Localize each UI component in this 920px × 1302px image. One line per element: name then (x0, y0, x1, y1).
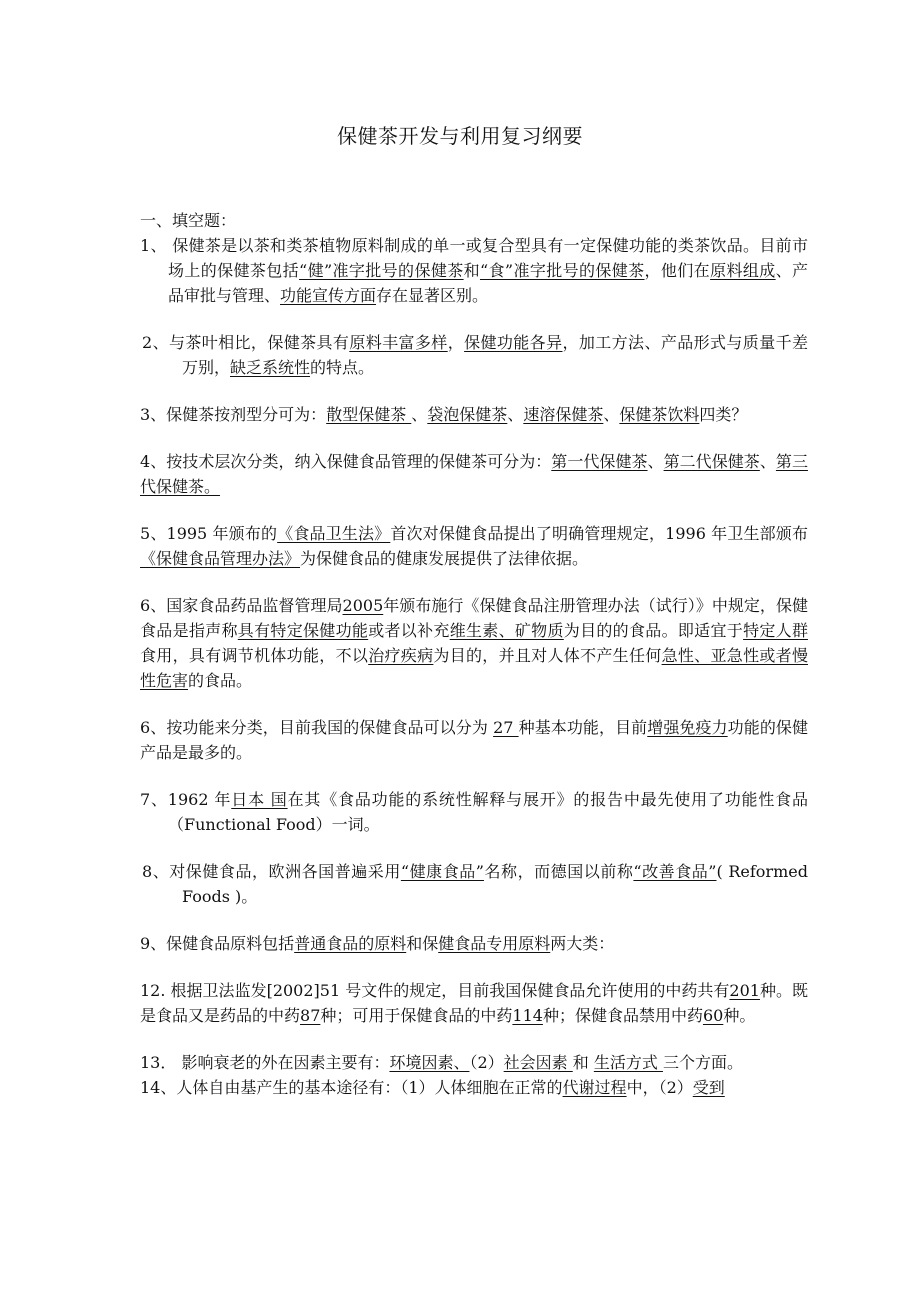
answer: 27 (493, 718, 519, 737)
answer: 《保健食品管理办法》 (140, 549, 301, 568)
answer: 袋泡保健茶 (427, 405, 508, 424)
page-title: 保健茶开发与利用复习纲要 (337, 124, 583, 148)
answer: “健”准字批号的保健茶 (299, 261, 464, 280)
answer: 环境因素、 (389, 1053, 470, 1072)
answer: 速溶保健茶 (523, 405, 604, 424)
answer: 60 (702, 1006, 724, 1025)
answer: 特定人群 (743, 621, 808, 640)
answer: 第二代保健茶 (663, 452, 760, 471)
answer: 87 (300, 1006, 321, 1025)
question-10: 9、保健食品原料包括普通食品的原料和保健食品专用原料两大类： (140, 934, 615, 953)
section-heading: 一、填空题： (140, 211, 237, 230)
answer: 治疗疾病 (368, 646, 434, 665)
answer: 维生素、矿物质 (449, 621, 564, 640)
question-3: 3、保健茶按剂型分可为：散型保健茶 、袋泡保健茶、速溶保健茶、保健茶饮料四类？ (140, 405, 748, 424)
answer: 日本 国 (231, 790, 288, 809)
answer: “食”准字批号的保健茶 (479, 261, 645, 280)
answer: 第一代保健茶 (551, 452, 648, 471)
answer: 缺乏系统性 (230, 358, 311, 377)
question-5: 5、1995 年颁布的《食品卫生法》首次对保健食品提出了明确管理规定，1996 年卫生部颁布《保健食品管理办法》为保健食品的健康发展提供了法律依据。 (140, 524, 808, 568)
answer: 增强免疫力 (647, 718, 728, 737)
answer: “健康食品” (400, 862, 484, 881)
answer: “改善食品” (633, 862, 717, 881)
answer: 原料丰富多样 (349, 333, 448, 352)
question-9: 8、对保健食品，欧洲各国普遍采用“健康食品”名称，而德国以前称“改善食品”( Reformed Foods )。 (142, 862, 808, 906)
answer: 保健功能各异 (464, 333, 563, 352)
document-body (140, 208, 808, 1100)
question-13: 13． 影响衰老的外在因素主要有：环境因素、（2）社会因素 和 生活方式 三个方面。 (140, 1053, 743, 1072)
question-8: 7、1962 年日本 国在其《食品功能的系统性解释与展开》的报告中最先使用了功能性食品（Functional Food）一词。 (140, 790, 808, 834)
answer: 2005 (342, 596, 384, 615)
answer: 《食品卫生法》 (277, 524, 391, 543)
answer: 普通食品的原料 (294, 934, 407, 953)
answer: 具有特定保健功能 (237, 621, 369, 640)
question-1: 1、 保健茶是以茶和类茶植物原料制成的单一或复合型具有一定保健功能的类茶饮品。目前市场上的保健茶包括“健”准字批号的保健茶和“食”准字批号的保健茶，他们在原料组成、产品审批与管理、功能宣传方面存在显著区别。 (140, 236, 808, 305)
answer: 社会因素 (503, 1053, 573, 1072)
question-6: 6、国家食品药品监督管理局2005年颁布施行《保健食品注册管理办法（试行）》中规定，保健食品是指声称具有特定保健功能或者以补充维生素、矿物质为目的的食品。即适宜于特定人群食用，具有调节机体功能，不以治疗疾病为目的，并且对人体不产生任何急性、亚急性或者慢性危害的食品。 (140, 596, 808, 690)
answer: 114 (512, 1006, 543, 1025)
answer: 保健茶饮料 (619, 405, 700, 424)
question-4: 4、按技术层次分类，纳入保健食品管理的保健茶可分为：第一代保健茶、第二代保健茶、第三代保健茶。 (140, 452, 808, 496)
answer: 功能宣传方面 (280, 286, 377, 305)
answer: 生活方式 (593, 1053, 663, 1072)
answer: 201 (729, 981, 760, 1000)
answer: 代谢过程 (562, 1078, 627, 1097)
question-7: 6、按功能来分类，目前我国的保健食品可以分为 27 种基本功能，目前增强免疫力功能的保健产品是最多的。 (140, 718, 808, 762)
answer: 第三代保健茶。 (140, 452, 808, 496)
answer: 原料组成 (710, 261, 776, 280)
question-14: 14、人体自由基产生的基本途径有：（1）人体细胞在正常的代谢过程中，（2）受到 (140, 1078, 725, 1097)
question-12: 12. 根据卫法监发[2002]51 号文件的规定，目前我国保健食品允许使用的中药共有201种。既是食品又是药品的中药87种；可用于保健食品的中药114种；保健食品禁用中药60种。 (140, 981, 808, 1025)
answer: 受到 (692, 1078, 725, 1097)
answer: 健食品专用原料 (438, 934, 551, 953)
answer: 散型保健茶 (326, 405, 412, 424)
question-2: 2、与茶叶相比，保健茶具有原料丰富多样，保健功能各异，加工方法、产品形式与质量千差万别，缺乏系统性的特点。 (142, 333, 808, 377)
answer: 急性、亚急性或者慢性危害 (140, 646, 808, 690)
